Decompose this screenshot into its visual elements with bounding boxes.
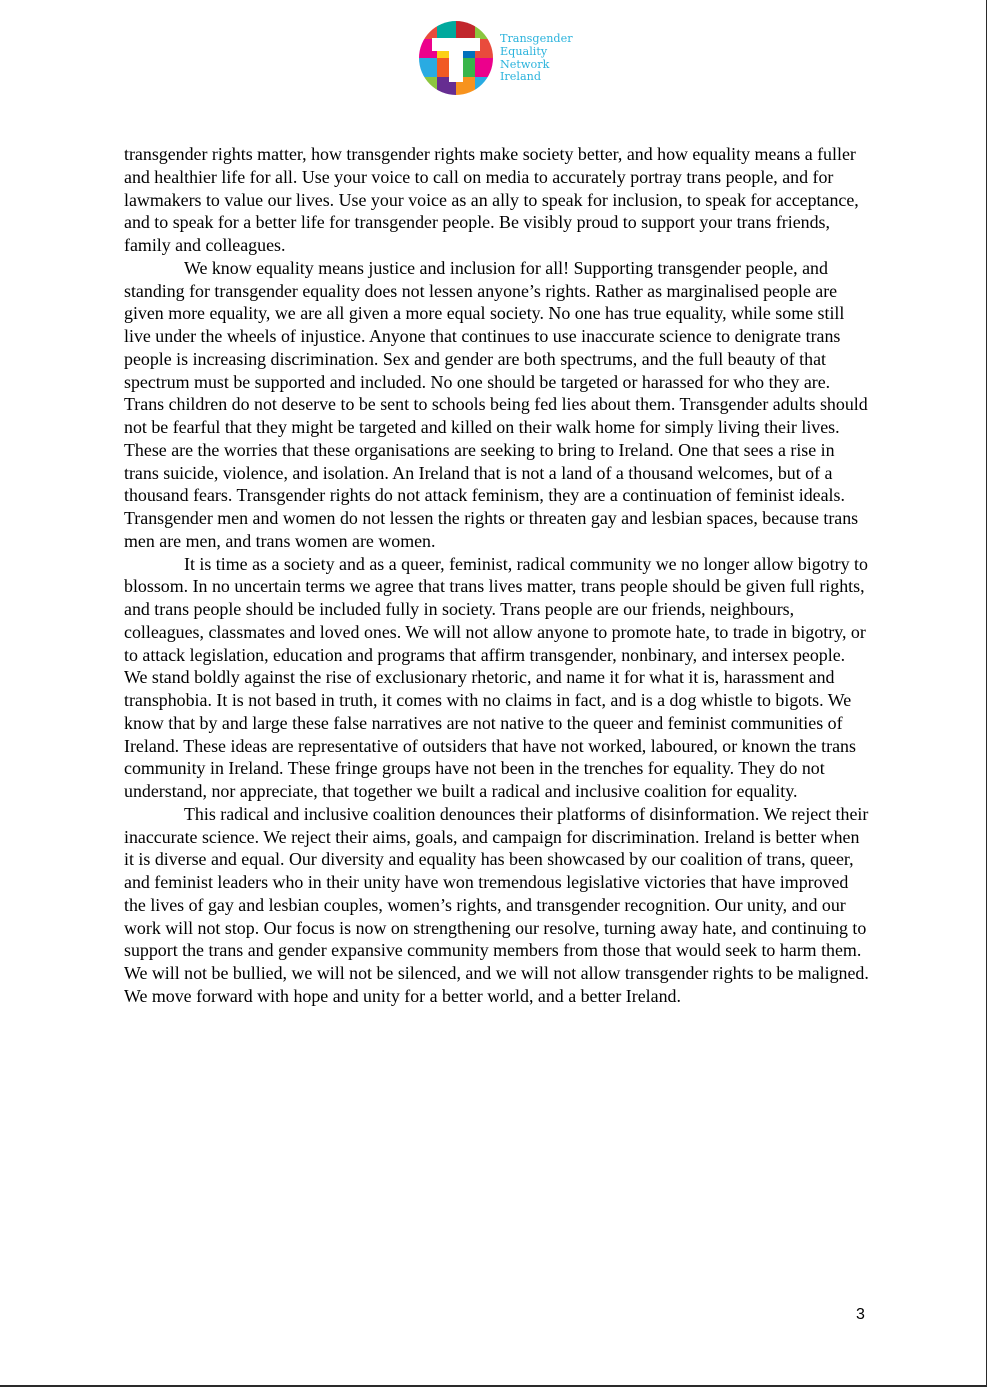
paragraph: transgender rights matter, how transgender rights make society better, and how equality means a fuller and healthier life for all. Use your voice to call on media to accurately portray trans people, and for lawmakers to value our lives. Use your voice as an ally to speak for inclusion, to speak for acceptance, and to speak for a better life for transgender people. Be visibly proud to support your trans friends, family and colleagues. bbox=[124, 144, 859, 255]
logo-line: Ireland bbox=[500, 70, 542, 84]
logo-line: Transgender bbox=[500, 32, 573, 45]
logo-tile bbox=[418, 77, 437, 96]
page-number: 3 bbox=[856, 1306, 865, 1323]
logo-tile bbox=[475, 58, 494, 77]
paragraph: We know equality means justice and inclusion for all! Supporting transgender people, and standing for transgender equality does not lessen anyone’s rights. Rather as marginalised people are given more equality, we are all given a more equal society. No one has true equality, while some still live under the wheels of injustice. Anyone that continues to use inaccurate science to denigrate trans people is increasing discrimination. Sex and gender are both spectrums, and the full beauty of that spectrum must be supported and included. No one should be targeted or harassed for who they are. Trans children do not deserve to be sent to schools being fed lies about them. Transgender adults should not be fearful that they might be targeted and killed on their walk home for simply living their lives. These are the worries that these organisations are seeking to bring to Ireland. One that sees a rise in trans suicide, violence, and isolation. An Ireland that is not a land of a thousand welcomes, but of a thousand fears. Transgender rights do not attack feminism, they are a continuation of feminist ideals. Transgender men and women do not lessen the rights or threaten gay and lesbian spaces, because trans men are men, and trans women are women. bbox=[124, 257, 868, 551]
logo-tile bbox=[418, 20, 437, 39]
ten-logo-icon bbox=[418, 20, 494, 96]
paragraph: This radical and inclusive coalition denounces their platforms of disinformation. We reject their inaccurate science. We reject their aims, goals, and campaign for discrimination. Ireland is better when it is diverse and equal. Our diversity and equality has been showcased by our coalition of trans, queer, and feminist leaders who in their unity have won tremendous legislative victories that have improved the lives of gay and lesbian couples, women’s rights, and transgender recognition. Our unity, and our work will not stop. Our focus is now on strengthening our resolve, turning away hate, and continuing to support the trans and gender expansive community members from those that would seek to harm them. We will not be bullied, we will not be silenced, and we will not allow transgender rights to be maligned. We move forward with hope and unity for a better world, and a better Ireland. bbox=[124, 803, 869, 1006]
page-header bbox=[418, 20, 573, 96]
logo-cross-stem bbox=[449, 38, 463, 82]
logo-tile bbox=[475, 77, 494, 96]
document-body bbox=[124, 143, 869, 1008]
logo-tile bbox=[475, 20, 494, 39]
logo-tile bbox=[418, 58, 437, 77]
logo-line: Network bbox=[500, 57, 550, 71]
paragraph: It is time as a society and as a queer, feminist, radical community we no longer allow bigotry to blossom. In no uncertain terms we agree that trans lives matter, trans people should be given full rights, and trans people should be included fully in society. Trans people are our friends, neighbours, colleagues, classmates and loved ones. We will not allow anyone to promote hate, to trade in bigotry, or to attack legislation, education and programs that affirm transgender, nonbinary, and intersex people. We stand boldly against the rise of exclusionary rhetoric, and name it for what it is, harassment and transphobia. It is not based in truth, it comes with no claims in fact, and is a dog whistle to bigots. We know that by and large these false narratives are not native to the queer and feminist communities of Ireland. These ideas are representative of outsiders that have not worked, laboured, or known the trans community in Ireland. These fringe groups have not been in the trenches for equality. They do not understand, nor appreciate, that together we built a radical and inclusive coalition for equality. bbox=[124, 553, 868, 801]
logo-tile bbox=[456, 20, 475, 39]
logo-wordmark bbox=[500, 33, 573, 84]
logo-tile bbox=[437, 20, 456, 39]
logo-line: Equality bbox=[500, 44, 548, 58]
